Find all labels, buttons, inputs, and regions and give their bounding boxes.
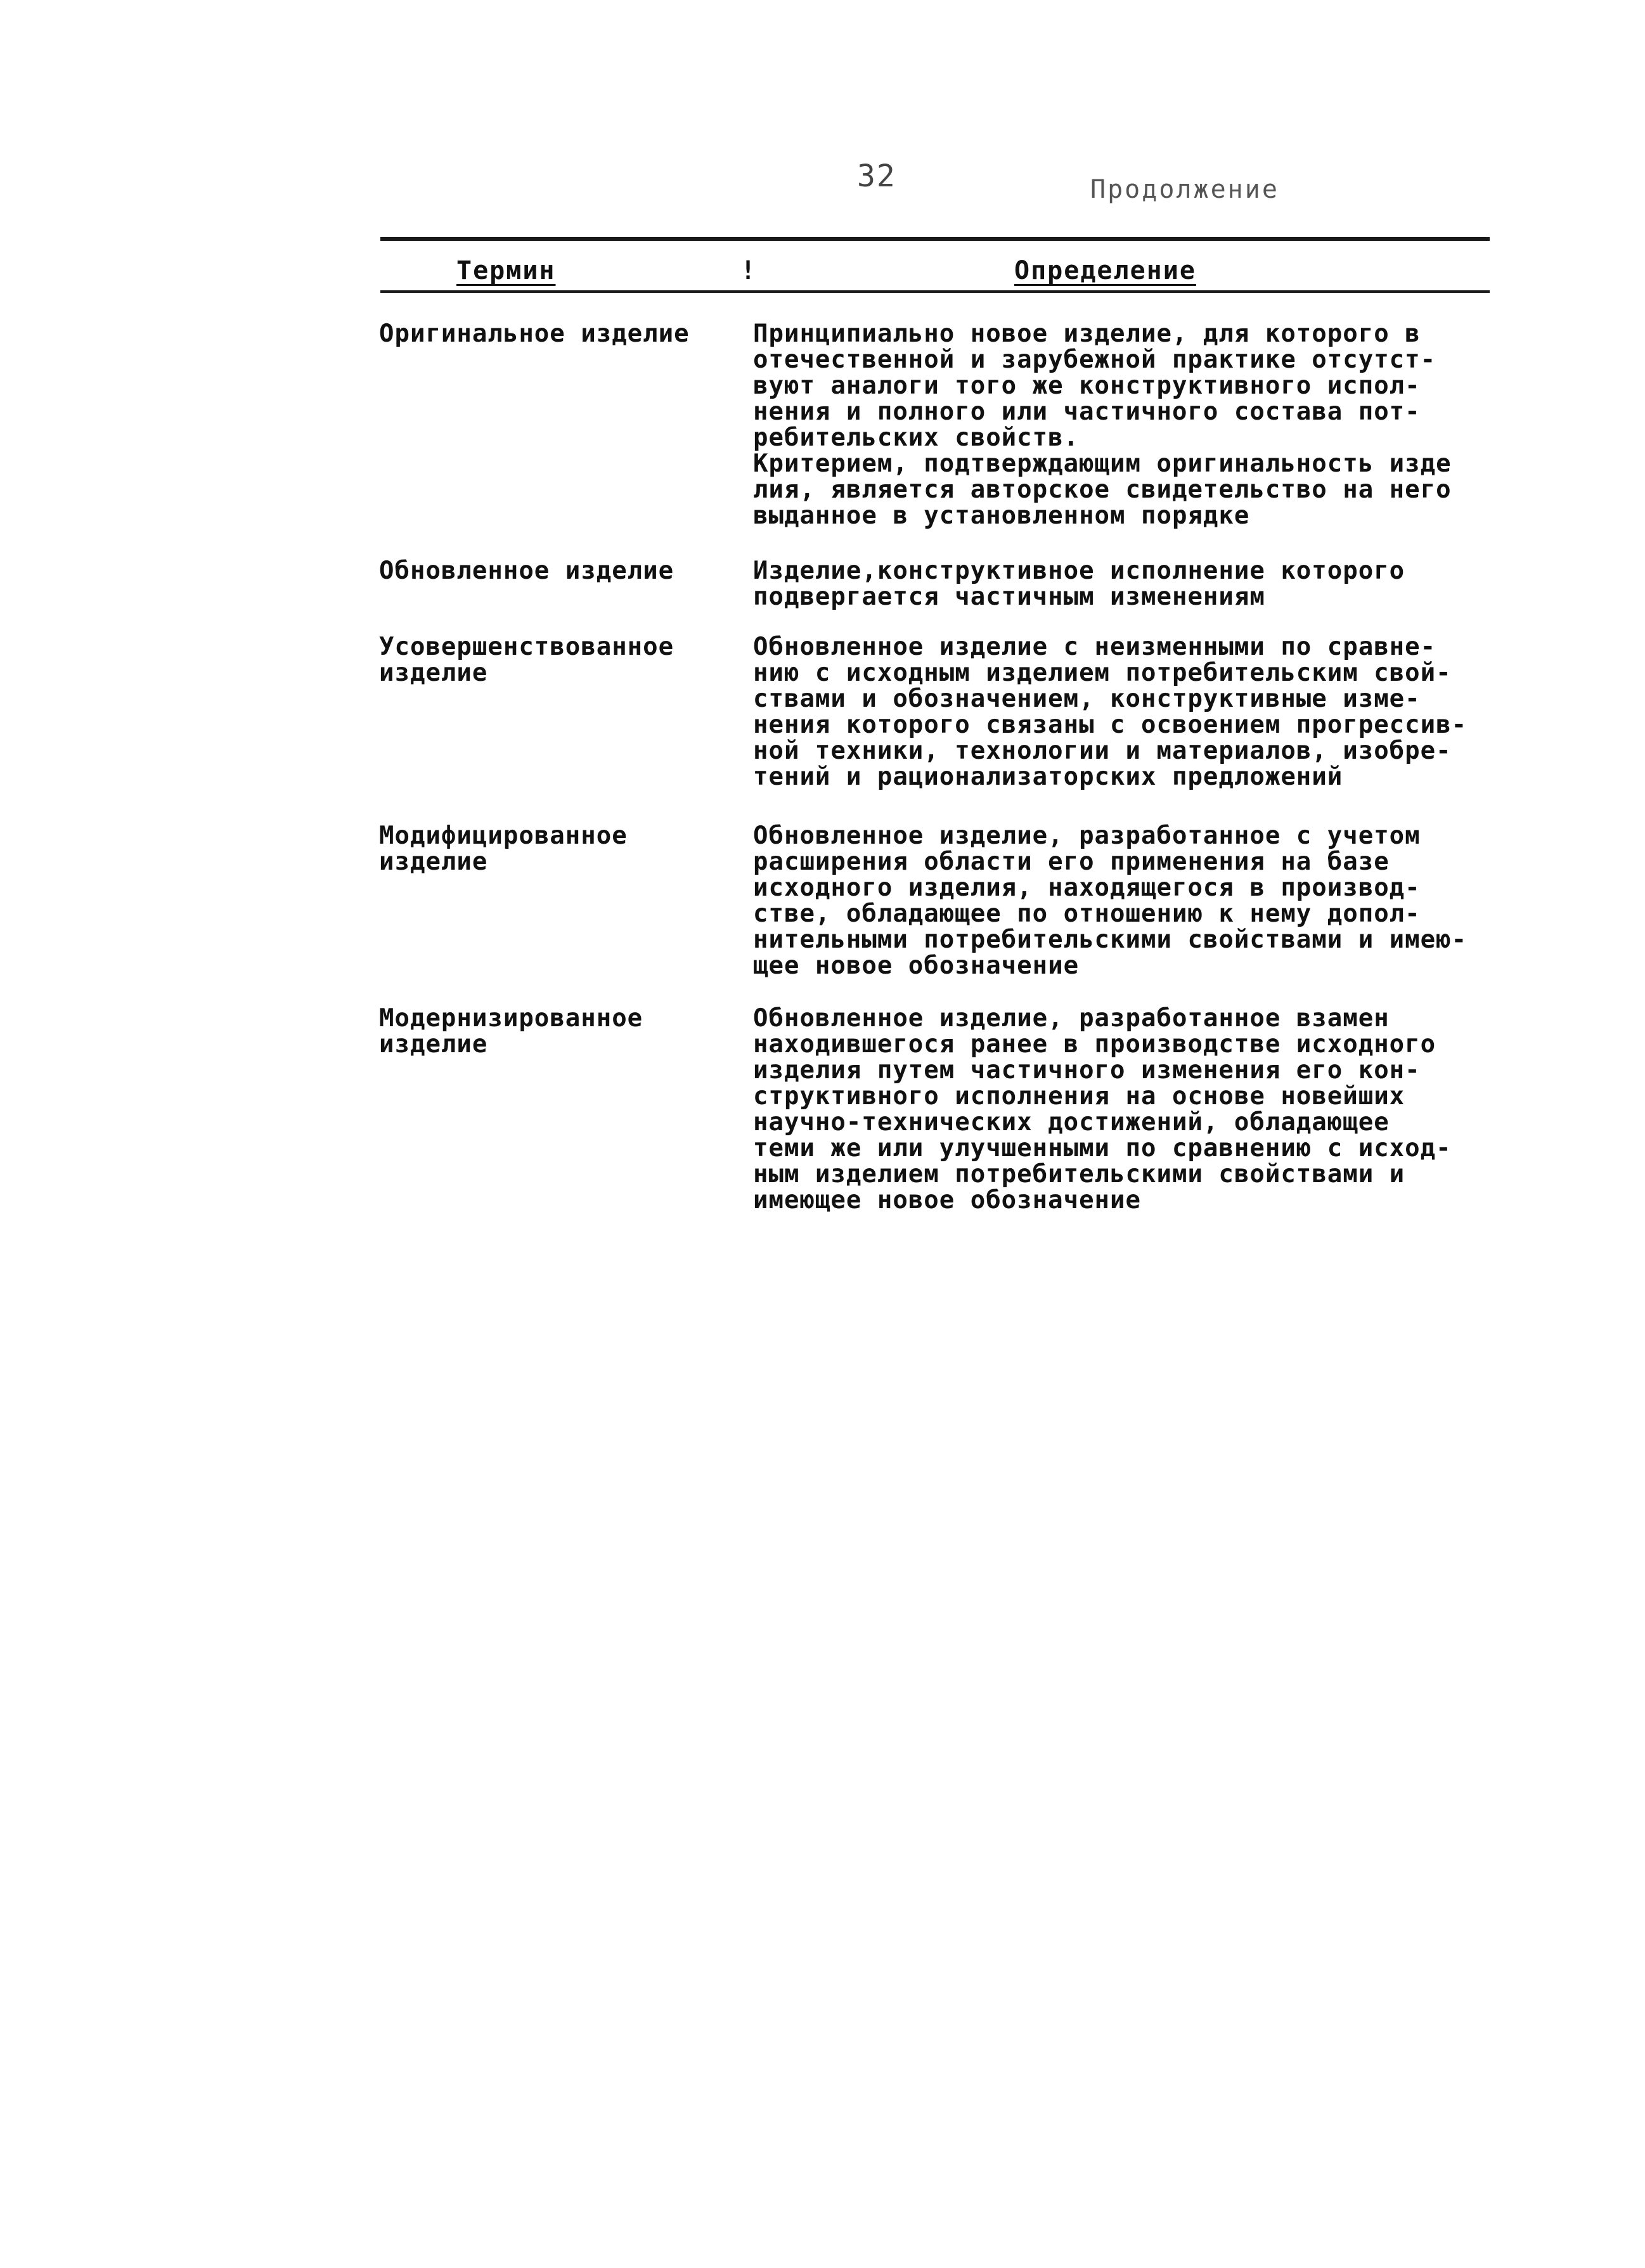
definition-cell: Обновленное изделие с неизменными по сравне- нию с исходным изделием потребительским свой- ствами и обозначением, конструктивные изме- нения которого связаны с освоением прогрессив- ной техники, технологии и материалов, изобре- тений и рационализаторских предложений (753, 633, 1468, 791)
page-number: 32 (857, 158, 896, 194)
definition-cell: Изделие,конструктивное исполнение которого подвергается частичным изменениям (753, 557, 1405, 611)
column-header-separator: ! (740, 256, 758, 285)
term-cell: Модернизированное изделие (379, 1004, 643, 1059)
definition-cell: Принципиально новое изделие, для которого в отечественной и зарубежной практике отсутст- вуют аналоги того же конструктивного испол- нения и полного или частичного состава пот- ребительских свойств. Критерием, подтверждающим оригинальность изде лия, является авторское свидетельство на него выданное в установленном порядке (753, 319, 1452, 530)
definition-cell: Обновленное изделие, разработанное с учетом расширения области его применения на базе исходного изделия, находящегося в производ- стве, обладающее по отношению к нему допол- нительными потребительскими свойствами и имею- щее новое обозначение (753, 822, 1468, 980)
table-top-rule (380, 237, 1490, 241)
definition-cell: Обновленное изделие, разработанное взамен находившегося ранее в производстве исходного изделия путем частичного изменения его кон- структивного исполнения на основе новейших научно-технических достижений, обладающее теми же или улучшенными по сравнению с исход- ным изделием потребительскими свойствами и имеющее новое обозначение (753, 1004, 1452, 1215)
header-bottom-rule (380, 290, 1490, 293)
term-cell: Оригинальное изделие (379, 319, 690, 348)
term-cell: Усовершенствованное изделие (379, 633, 674, 687)
continuation-label: Продолжение (1090, 175, 1279, 204)
column-header-term: Термин (456, 256, 556, 285)
column-header-definition: Определение (1014, 256, 1196, 285)
term-cell: Обновленное изделие (379, 557, 674, 585)
term-cell: Модифицированное изделие (379, 822, 628, 876)
